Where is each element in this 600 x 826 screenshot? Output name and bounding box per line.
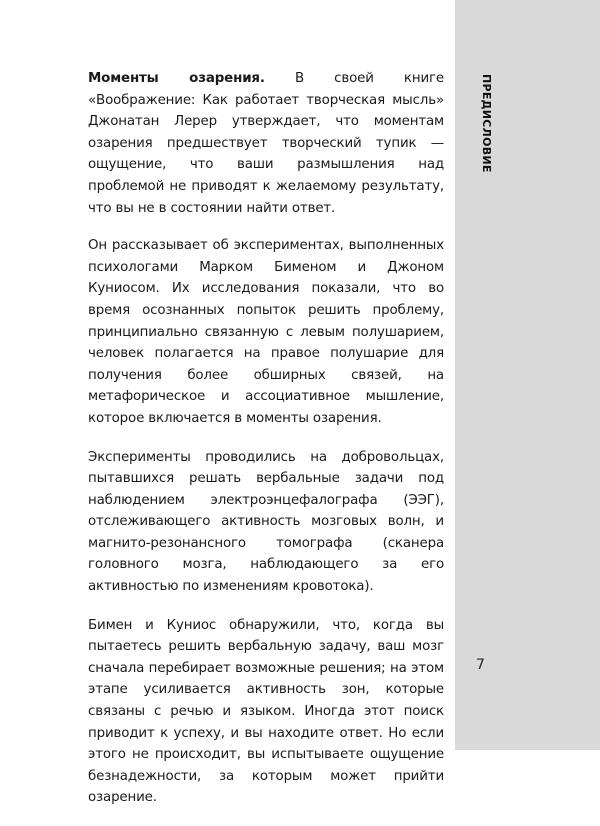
paragraph-4: Бимен и Куниос обнаружили, что, когда вы пытаетесь решить вербальную задачу, ваш мозг сначала перебирает возможные решения; на этом этапе усиливается активность зон, которые связаны с речью и языком. Иногда этот поиск приводит к успеху, и вы находите ответ. Но если этого не происходит, вы испытываете ощущение безнадежности, за которым может прийти озарение. — [88, 617, 444, 806]
paragraph-lead: Моменты озарения. — [88, 71, 265, 86]
page-body — [88, 68, 444, 826]
paragraph-3: Эксперименты проводились на добровольцах, пытавшихся решать вербальные задачи под наблюдением электроэнцефалографа (ЭЭГ), отслеживающего активность мозговых волн, и магнито-резонансного томографа (сканера головного мозга, наблюдающего за его активностью по изменениям кровотока). — [88, 449, 444, 595]
paragraph-1 — [88, 68, 444, 219]
paragraph-text: В своей книге «Воображение: Как работает творческая мысль» Джонатан Лерер утверждает, что моментам озарения предшествует творческий тупик — ощущение, что ваши размышления над проблемой не приводят к желаемому результату, что вы не в состоянии найти ответ. — [88, 71, 444, 216]
paragraph-2: Он рассказывает об экспериментах, выполненных психологами Марком Бименом и Джоном Куниосом. Их исследования показали, что во время осознанных попыток решить проблему, принципиально связанную с левым полушарием, человек полагается на правое полушарие для получения более обширных связей, на метафорическое и ассоциативное мышление, которое включается в моменты озарения. — [88, 238, 444, 426]
section-title: ПРЕДИСЛОВИЕ — [480, 74, 493, 173]
page-number: 7 — [476, 657, 485, 673]
chapter-side-tab — [455, 0, 600, 750]
